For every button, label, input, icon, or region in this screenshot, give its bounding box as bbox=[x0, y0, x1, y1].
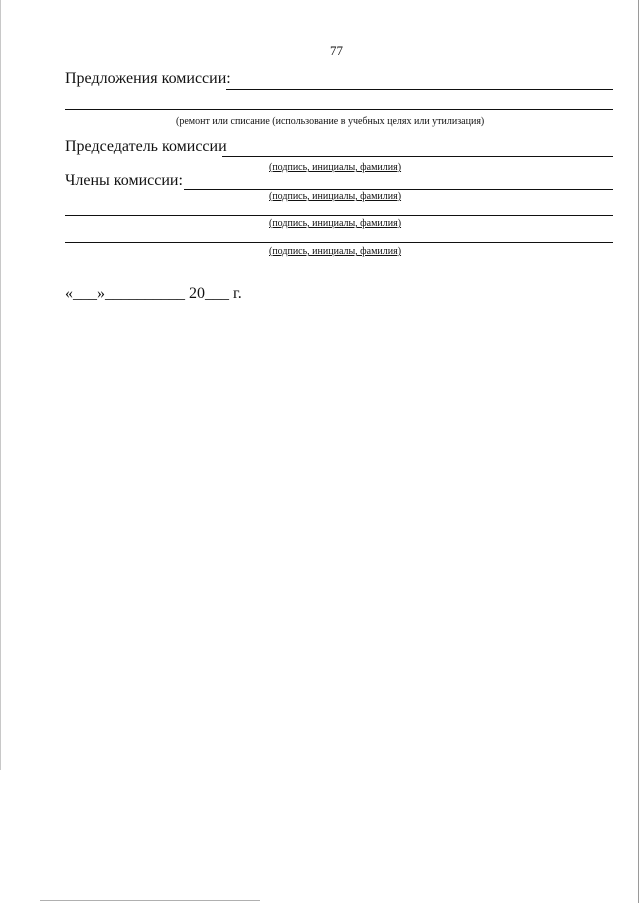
member-caption-2: (подпись, инициалы, фамилия) bbox=[269, 218, 402, 229]
proposals-fill-line-1 bbox=[226, 89, 613, 90]
member-signature-line-2 bbox=[65, 215, 613, 216]
member-caption-3: (подпись, инициалы, фамилия) bbox=[269, 246, 402, 257]
proposals-caption: (ремонт или списание (использование в учебных целях или утилизация) bbox=[176, 116, 485, 127]
chairman-signature-line bbox=[222, 156, 613, 157]
member-caption-1: (подпись, инициалы, фамилия) bbox=[269, 191, 402, 202]
member-signature-line-3 bbox=[65, 242, 613, 243]
chairman-label: Председатель комиссии bbox=[65, 138, 227, 155]
proposals-fill-line-2 bbox=[65, 109, 613, 110]
proposals-label: Предложения комиссии: bbox=[65, 70, 231, 87]
chairman-caption: (подпись, инициалы, фамилия) bbox=[269, 162, 402, 173]
member-signature-line-1 bbox=[184, 189, 613, 190]
scan-edge-right bbox=[638, 0, 639, 903]
date-field: «___»__________ 20___ г. bbox=[65, 285, 242, 302]
page-number: 77 bbox=[330, 43, 343, 58]
scan-edge-bottom bbox=[40, 900, 260, 901]
scan-edge-left bbox=[0, 0, 1, 770]
members-label: Члены комиссии: bbox=[65, 172, 183, 189]
